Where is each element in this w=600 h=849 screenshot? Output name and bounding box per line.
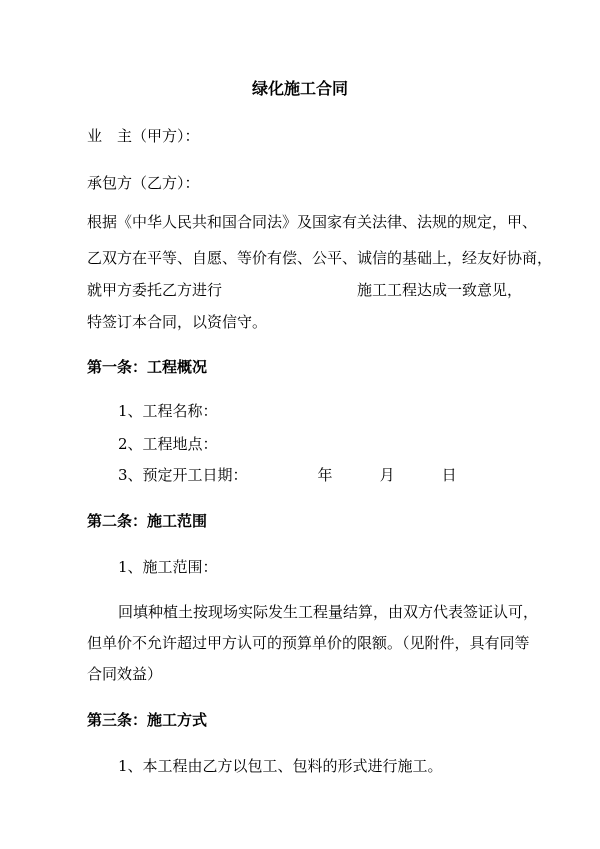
article-2-heading: 第二条：施工范围 bbox=[87, 512, 208, 530]
month-label: 月 bbox=[379, 466, 395, 484]
article-3-heading: 第三条：施工方式 bbox=[87, 711, 208, 729]
document-title: 绿化施工合同 bbox=[251, 79, 348, 98]
article-2-para-line-1: 回填种植土按现场实际发生工程量结算，由双方代表签证认可， bbox=[118, 603, 539, 621]
start-date-label: 3、预定开工日期： bbox=[118, 466, 248, 484]
preamble-line-3-end: 施工工程达成一致意见， bbox=[357, 281, 523, 299]
preamble-line-3-start: 就甲方委托乙方进行 bbox=[87, 281, 223, 299]
article-1-item-1: 1、工程名称： bbox=[118, 402, 218, 420]
party-a-label: 业 主（甲方）： bbox=[87, 127, 200, 145]
preamble-line-2: 乙双方在平等、自愿、等价有偿、公平、诚信的基础上，经友好协商， bbox=[87, 249, 553, 267]
party-b-label: 承包方（乙方）： bbox=[87, 174, 200, 192]
year-label: 年 bbox=[317, 466, 333, 484]
article-1-item-2: 2、工程地点： bbox=[118, 435, 218, 453]
article-3-item-1: 1、本工程由乙方以包工、包料的形式进行施工。 bbox=[118, 757, 443, 775]
article-1-item-3 bbox=[118, 464, 457, 486]
day-label: 日 bbox=[441, 466, 457, 484]
preamble-line-3 bbox=[87, 279, 522, 301]
preamble-line-1: 根据《中华人民共和国合同法》及国家有关法律、法规的规定，甲、 bbox=[87, 213, 538, 231]
article-2-para-line-3: 合同效益） bbox=[87, 665, 163, 683]
article-1-heading: 第一条：工程概况 bbox=[87, 358, 208, 376]
article-2-item-1: 1、施工范围： bbox=[118, 558, 218, 576]
preamble-line-4: 特签订本合同，以资信守。 bbox=[87, 313, 268, 331]
article-2-para-line-2: 但单价不允许超过甲方认可的预算单价的限额。（见附件，具有同等 bbox=[87, 634, 530, 652]
